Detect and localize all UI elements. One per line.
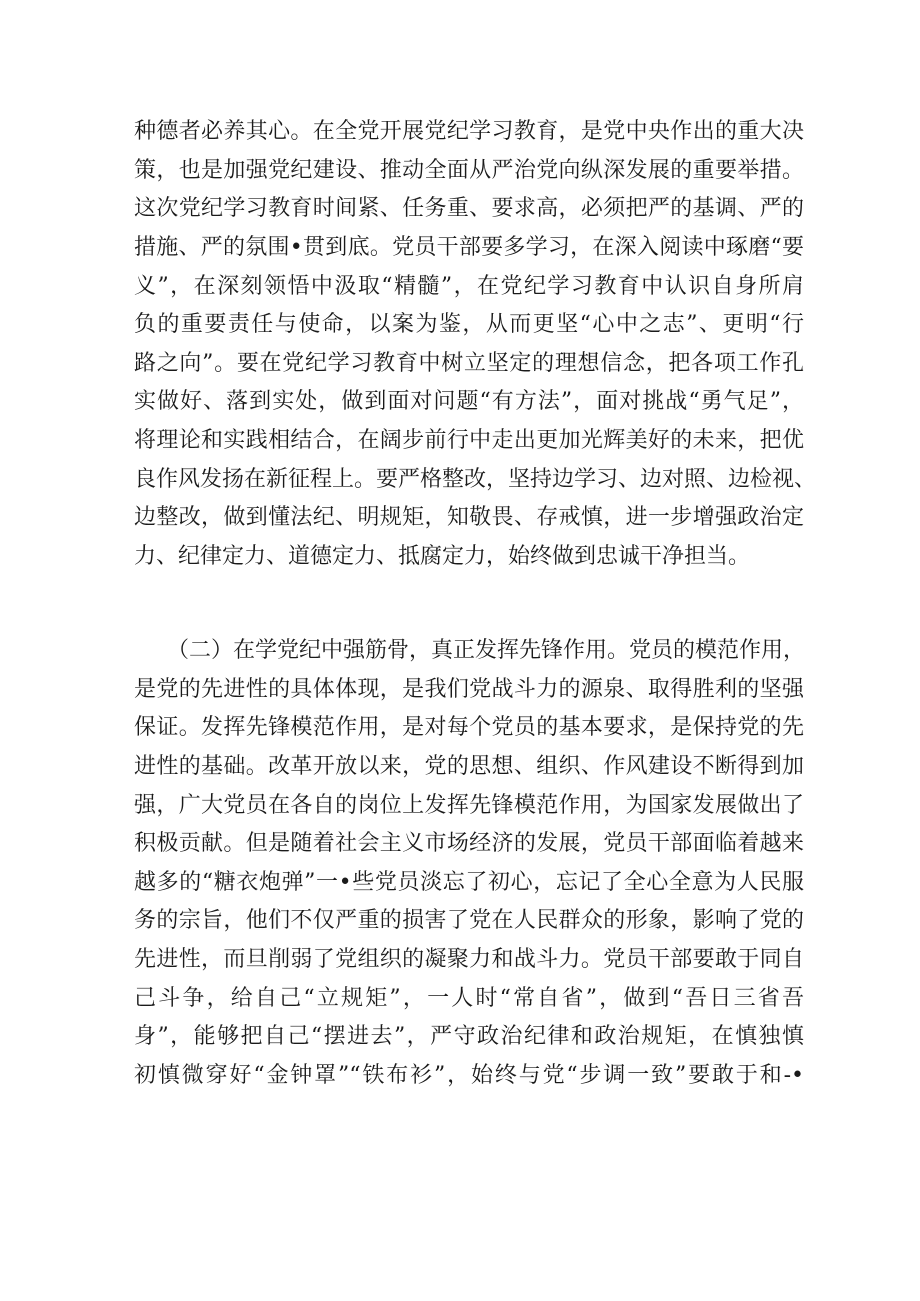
paragraph-line: 路之向”。要在党纪学习教育中树立坚定的理想信念，把各项工作孔 [134,350,804,376]
paragraph-line: 先进性，而旦削弱了党组织的凝聚力和战斗力。党员干部要敢于同自 [134,947,804,973]
paragraph-line: 实做好、落到实处，做到面对问题“有方法”，面对挑战“勇气足”， [134,389,804,415]
paragraph-line: 义”，在深刻领悟中汲取“精髓”，在党纪学习教育中认识自身所肩 [134,273,804,299]
paragraph-line: 强，广大党员在各自的岗位上发挥先锋模范作用，为国家发展做出了 [134,792,804,818]
paragraph-line: 进性的基础。改革开放以来，党的思想、组织、作风建设不断得到加 [134,753,804,779]
paragraph-line: 保证。发挥先锋模范作用，是对每个党员的基本要求，是保持党的先 [134,715,804,741]
paragraph-line: 措施、严的氛围•贯到底。党员干部要多学习，在深入阅读中琢磨“要 [134,234,804,260]
paragraph-2 [134,632,804,1096]
paragraph-line: 积极贡献。但是随着社会主义市场经济的发展，党员干部面临着越来 [134,831,804,857]
paragraph-line: 边整改，做到懂法纪、明规矩，知敬畏、存戒慎，进一步增强政治定 [134,505,804,531]
paragraph-line: 初慎微穿好“金钟罩”“铁布衫”，始终与党“步调一致”要敢于和-• [134,1063,804,1089]
paragraph-line: 越多的“糖衣炮弹”一•些党员淡忘了初心，忘记了全心全意为人民服 [134,869,804,895]
paragraph-line: 将理论和实践相结合，在阔步前行中走出更加光辉美好的未来，把优 [134,428,804,454]
paragraph-line: 是党的先进性的具体体现，是我们党战斗力的源泉、取得胜利的坚强 [134,676,804,702]
paragraph-line: 良作风发扬在新征程上。要严格整改，坚持边学习、边对照、边检视、 [134,466,817,492]
paragraph-1 [134,113,817,577]
paragraph-line: 这次党纪学习教育时间紧、任务重、要求高，必须把严的基调、严的 [134,196,804,222]
paragraph-line: 负的重要责任与使命，以案为鉴，从而更坚“心中之志”、更明“行 [134,312,804,338]
paragraph-line: 策，也是加强党纪建设、推动全面从严治党向纵深发展的重要举措。 [134,157,804,183]
paragraph-line: 己斗争，给自己“立规矩”，一人时“常自省”，做到“吾日三省吾 [134,985,804,1011]
paragraph-line: 身”，能够把自己“摆进去”，严守政治纪律和政治规矩，在慎独慎 [134,1024,804,1050]
paragraph-line: （二）在学党纪中强筋骨，真正发挥先锋作用。党员的模范作用， [134,638,806,663]
paragraph-line: 力、纪律定力、道德定力、抵腐定力，始终做到忠诚干净担当。 [134,544,751,570]
paragraph-line: 务的宗旨，他们不仅严重的损害了党在人民群众的形象，影响了党的 [134,908,804,934]
paragraph-line: 种德者必养其心。在全党开展党纪学习教育，是党中央作出的重大决 [134,119,804,144]
